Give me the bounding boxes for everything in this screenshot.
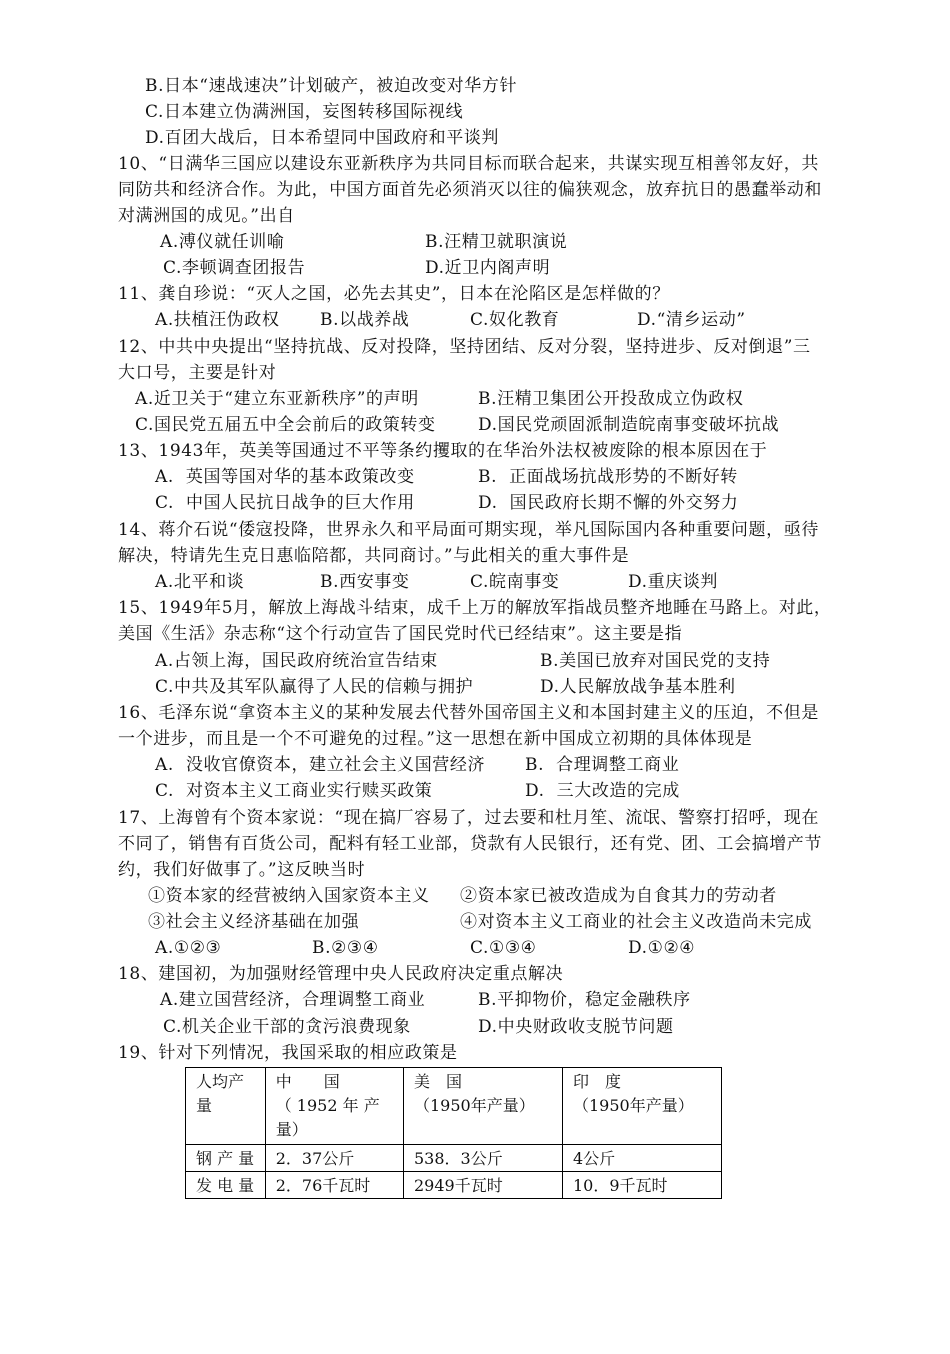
option-a: A.近卫关于“建立东亚新秩序”的声明: [135, 389, 419, 409]
option-a: A.建立国营经济，合理调整工商业: [160, 990, 426, 1010]
question-stem-line: 19、针对下列情况，我国采取的相应政策是: [118, 1043, 458, 1063]
option-a: A. 没收官僚资本，建立社会主义国营经济: [155, 755, 486, 775]
table-row: [186, 1172, 722, 1199]
option-a: A.扶植汪伪政权: [155, 310, 280, 330]
question-stem-line: 17、上海曾有个资本家说：“现在搞厂容易了，过去要和杜月笙、流氓、警察打招呼，现在: [118, 808, 819, 828]
header-label: 人均产量: [196, 1072, 245, 1115]
option-d: D. 国民政府长期不懈的外交努力: [478, 493, 739, 513]
option-b: B. 正面战场抗战形势的不断好转: [478, 467, 738, 487]
header-label: 中 国: [275, 1072, 340, 1091]
option-c: C.中共及其军队赢得了人民的信赖与拥护: [155, 677, 474, 697]
table-row: [186, 1145, 722, 1172]
option-a: A.北平和谈: [155, 572, 245, 592]
header-label: 印 度: [572, 1072, 621, 1091]
option-b: B.以战养战: [320, 310, 410, 330]
question-stem-line: 美国《生活》杂志称“这个行动宣告了国民党时代已经结束”。这主要是指: [118, 624, 683, 644]
table-header-cell: [562, 1068, 721, 1145]
question-stem-line: 13、1943年，英美等国通过不平等条约攫取的在华治外法权被废除的根本原因在于: [118, 441, 768, 461]
row-label: 发 电 量: [186, 1172, 266, 1199]
table-header-cell: [403, 1068, 562, 1145]
question-stem-line: 不同了，销售有百货公司，配料有轻工业部，贷款有人民银行，还有党、团、工会搞增产节: [118, 834, 822, 854]
option-b: B.美国已放弃对国民党的支持: [540, 651, 771, 671]
question-stem-line: 解决，特请先生克日惠临陪都，共同商讨。”与此相关的重大事件是: [118, 546, 630, 566]
option-b: B.西安事变: [320, 572, 410, 592]
option-a: A.溥仪就任训喻: [160, 232, 285, 252]
table-cell: 2．37公斤: [265, 1145, 403, 1172]
option-b: B.汪精卫就职演说: [425, 232, 568, 252]
question-stem-line: 一个进步，而且是一个不可避免的过程。”这一思想在新中国成立初期的具体体现是: [118, 729, 753, 749]
question-stem-line: 15、1949年5月，解放上海战斗结束，成千上万的解放军指战员整齐地睡在马路上。对此，: [118, 598, 832, 618]
question-stem-line: 对满洲国的成见。”出自: [118, 206, 295, 226]
table-header-cell: [186, 1068, 266, 1145]
question-stem-line: 10、“日满华三国应以建设东亚新秩序为共同目标而联合起来，共谋实现互相善邻友好，共: [118, 154, 819, 174]
table-header-row: [186, 1068, 722, 1145]
option-d: D.中央财政收支脱节问题: [478, 1017, 674, 1037]
table-cell: 2．76千瓦时: [265, 1172, 403, 1199]
table-cell: 10．9千瓦时: [562, 1172, 721, 1199]
statement-4: ④对资本主义工商业的社会主义改造尚未完成: [460, 912, 812, 932]
option-b: B.平抑物价，稳定金融秩序: [478, 990, 691, 1010]
option-a: A.占领上海，国民政府统治宣告结束: [155, 651, 438, 671]
option-d: D.近卫内阁声明: [425, 258, 551, 278]
option-c: C.日本建立伪满洲国，妄图转移国际视线: [145, 102, 464, 122]
option-b: B.汪精卫集团公开投敌成立伪政权: [478, 389, 744, 409]
question-stem-line: 18、建国初，为加强财经管理中央人民政府决定重点解决: [118, 964, 564, 984]
option-d: D.①②④: [628, 938, 696, 958]
header-note: （1950年产量）: [413, 1096, 535, 1115]
option-b: B. 合理调整工商业: [525, 755, 680, 775]
question-stem-line: 16、毛泽东说“拿资本主义的某种发展去代替外国帝国主义和本国封建主义的压迫，不但是: [118, 703, 819, 723]
option-d: D.百团大战后，日本希望同中国政府和平谈判: [145, 128, 500, 148]
header-note: （1950年产量）: [572, 1096, 694, 1115]
question-stem-line: 约，我们好做事了。”这反映当时: [118, 860, 366, 880]
question-stem-line: 12、中共中央提出“坚持抗战、反对投降，坚持团结、反对分裂，坚持进步、反对倒退”三: [118, 337, 811, 357]
statement-2: ②资本家已被改造成为自食其力的劳动者: [460, 886, 777, 906]
question-stem-line: 大口号，主要是针对: [118, 363, 277, 383]
option-c: C.机关企业干部的贪污浪费现象: [163, 1017, 411, 1037]
option-b: B.日本“速战速决”计划破产，被迫改变对华方针: [145, 76, 518, 96]
option-c: C.李顿调查团报告: [163, 258, 306, 278]
option-c: C. 对资本主义工商业实行赎买政策: [155, 781, 433, 801]
header-label: 美 国: [413, 1072, 462, 1091]
option-d: D.国民党顽固派制造皖南事变破坏抗战: [478, 415, 780, 435]
table-cell: 538．3公斤: [403, 1145, 562, 1172]
statement-1: ①资本家的经营被纳入国家资本主义: [148, 886, 430, 906]
statement-3: ③社会主义经济基础在加强: [148, 912, 360, 932]
question-stem-line: 11、龚自珍说：“灭人之国，必先去其史”，日本在沦陷区是怎样做的？: [118, 284, 670, 304]
option-d: D. 三大改造的完成: [525, 781, 680, 801]
option-b: B.②③④: [312, 938, 379, 958]
table-cell: 2949千瓦时: [403, 1172, 562, 1199]
option-c: C.国民党五届五中全会前后的政策转变: [135, 415, 436, 435]
question-stem-line: 14、蒋介石说“倭寇投降，世界永久和平局面可期实现，举凡国际国内各种重要问题，亟待: [118, 520, 819, 540]
option-d: D.“清乡运动”: [637, 310, 746, 330]
row-label: 钢 产 量: [186, 1145, 266, 1172]
question-stem-line: 同防共和经济合作。为此，中国方面首先必须消灭以往的偏狭观念，放弃抗日的愚蠢举动和: [118, 180, 822, 200]
table-header-cell: [265, 1068, 403, 1145]
production-table: [185, 1067, 722, 1199]
option-c: C.皖南事变: [470, 572, 560, 592]
header-note: （ 1952 年 产量）: [275, 1096, 380, 1139]
option-c: C.奴化教育: [470, 310, 560, 330]
option-c: C.①③④: [470, 938, 537, 958]
table-cell: 4公斤: [562, 1145, 721, 1172]
option-d: D.重庆谈判: [628, 572, 719, 592]
option-a: A.①②③: [155, 938, 222, 958]
option-a: A. 英国等国对华的基本政策改变: [155, 467, 415, 487]
option-c: C. 中国人民抗日战争的巨大作用: [155, 493, 415, 513]
option-d: D.人民解放战争基本胜利: [540, 677, 736, 697]
